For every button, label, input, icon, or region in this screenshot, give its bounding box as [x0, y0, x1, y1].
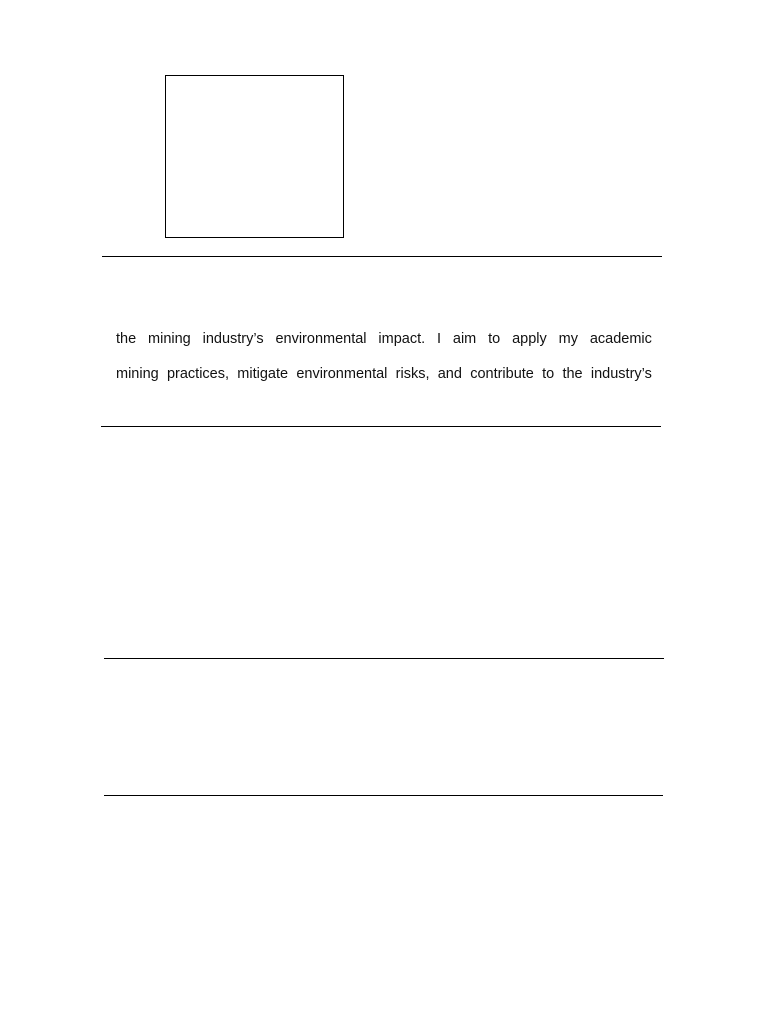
paragraph-line-1	[116, 331, 652, 348]
word: environmental	[275, 331, 367, 347]
photo-placeholder-box	[165, 75, 344, 238]
word: mining	[148, 331, 191, 347]
divider-line	[102, 256, 662, 257]
word: mining	[116, 366, 159, 382]
word: I	[437, 331, 442, 347]
word: practices,	[166, 366, 230, 382]
word: to	[488, 331, 501, 347]
word: to	[542, 366, 555, 382]
word: the	[116, 331, 137, 347]
word: my	[558, 331, 578, 347]
word: academic	[589, 331, 652, 347]
word: impact.	[378, 331, 426, 347]
divider-line	[104, 658, 664, 659]
word: apply	[512, 331, 547, 347]
word: and	[437, 366, 462, 382]
word: the	[562, 366, 583, 382]
word: environmental	[296, 366, 388, 382]
paragraph-line-2	[116, 366, 652, 383]
divider-line	[104, 795, 663, 796]
word: contribute	[470, 366, 534, 382]
word: mitigate	[237, 366, 289, 382]
word: industry’s	[590, 366, 652, 382]
word: risks,	[395, 366, 430, 382]
word: industry’s	[202, 331, 264, 347]
divider-line	[101, 426, 661, 427]
word: aim	[452, 331, 477, 347]
